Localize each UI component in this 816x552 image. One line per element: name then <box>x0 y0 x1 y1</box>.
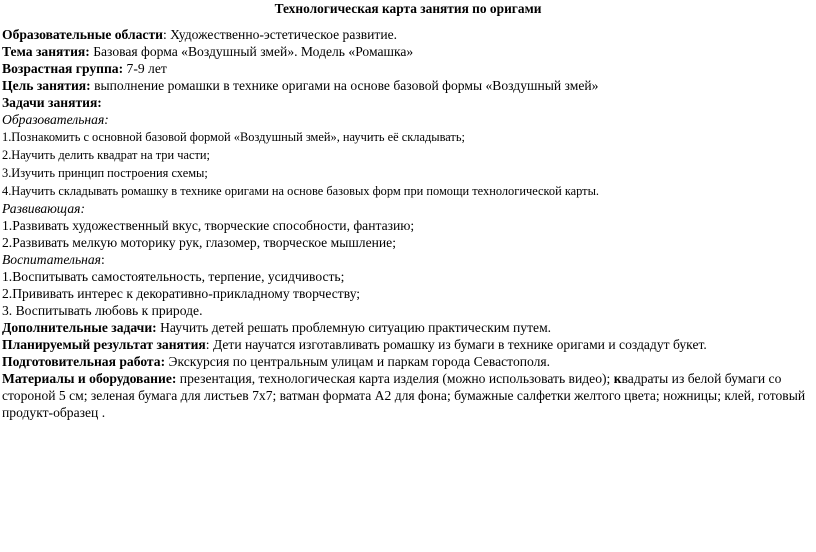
upbringing-heading: Воспитательная <box>2 252 101 267</box>
educational-item: 2.Научить делить квадрат на три части; <box>2 148 210 162</box>
result-value: : Дети научатся изготавливать ромашку из бумаги в технике оригами и создадут букет. <box>205 337 707 352</box>
materials-paragraph <box>2 370 810 421</box>
goal-line <box>2 77 810 94</box>
educational-item: 3.Изучить принцип построения схемы; <box>2 166 208 180</box>
upbringing-item: 2.Прививать интерес к декоративно-прикладному творчеству; <box>2 286 361 301</box>
age-label: Возрастная группа: <box>2 61 124 76</box>
materials-label: Материалы и оборудование: <box>2 371 177 386</box>
developing-item: 2.Развивать мелкую моторику рук, глазомер, творческое мышление; <box>2 235 396 250</box>
areas-sep: : <box>162 27 171 42</box>
age-line <box>2 60 810 77</box>
goal-value: выполнение ромашки в технике оригами на основе базовой формы «Воздушный змей» <box>90 78 599 93</box>
tasks-heading: Задачи занятия: <box>2 95 102 110</box>
extra-line <box>2 319 810 336</box>
educational-item: 1.Познакомить с основной базовой формой «Воздушный змей», научить её складывать; <box>2 130 465 144</box>
goal-label: Цель занятия: <box>2 78 91 93</box>
result-line <box>2 336 810 353</box>
materials-value-b: вадраты из белой бумаги со стороной 5 см; зеленая бумага для листьев 7х7; ватман формата А2 для фона; бумажные салфетки желтого цвета; ножницы; клей, готовый продукт-образец . <box>2 371 806 420</box>
materials-value-a: презентация, технологическая карта изделия (можно использовать видео); <box>176 371 614 386</box>
document-title: Технологическая карта занятия по оригами <box>274 1 542 16</box>
extra-label: Дополнительные задачи: <box>2 320 157 335</box>
topic-value: Базовая форма «Воздушный змей». Модель «Ромашка» <box>89 44 414 59</box>
areas-label: Образовательные области <box>2 27 163 42</box>
educational-item: 4.Научить складывать ромашку в технике оригами на основе базовых форм при помощи технологической карты. <box>2 184 600 198</box>
upbringing-heading-suffix: : <box>101 252 105 267</box>
upbringing-item: 1.Воспитывать самостоятельность, терпение, усидчивость; <box>2 269 345 284</box>
prep-value: Экскурсия по центральным улицам и паркам города Севастополя. <box>165 354 551 369</box>
topic-line <box>2 43 810 60</box>
upbringing-item: 3. Воспитывать любовь к природе. <box>2 303 203 318</box>
prep-line <box>2 353 810 370</box>
developing-item: 1.Развивать художественный вкус, творческие способности, фантазию; <box>2 218 415 233</box>
prep-label: Подготовительная работа: <box>2 354 166 369</box>
educational-heading: Образовательная: <box>2 112 109 127</box>
result-label: Планируемый результат занятия <box>2 337 206 352</box>
developing-heading: Развивающая: <box>2 201 86 216</box>
materials-value-bold: к <box>613 371 622 386</box>
extra-value: Научить детей решать проблемную ситуацию практическим путем. <box>156 320 552 335</box>
upbringing-heading-line <box>2 251 810 268</box>
document-body <box>2 26 810 421</box>
areas-value: Художественно-эстетическое развитие. <box>170 27 398 42</box>
areas-line <box>2 26 810 43</box>
topic-label: Тема занятия: <box>2 44 90 59</box>
age-value: 7-9 лет <box>123 61 167 76</box>
